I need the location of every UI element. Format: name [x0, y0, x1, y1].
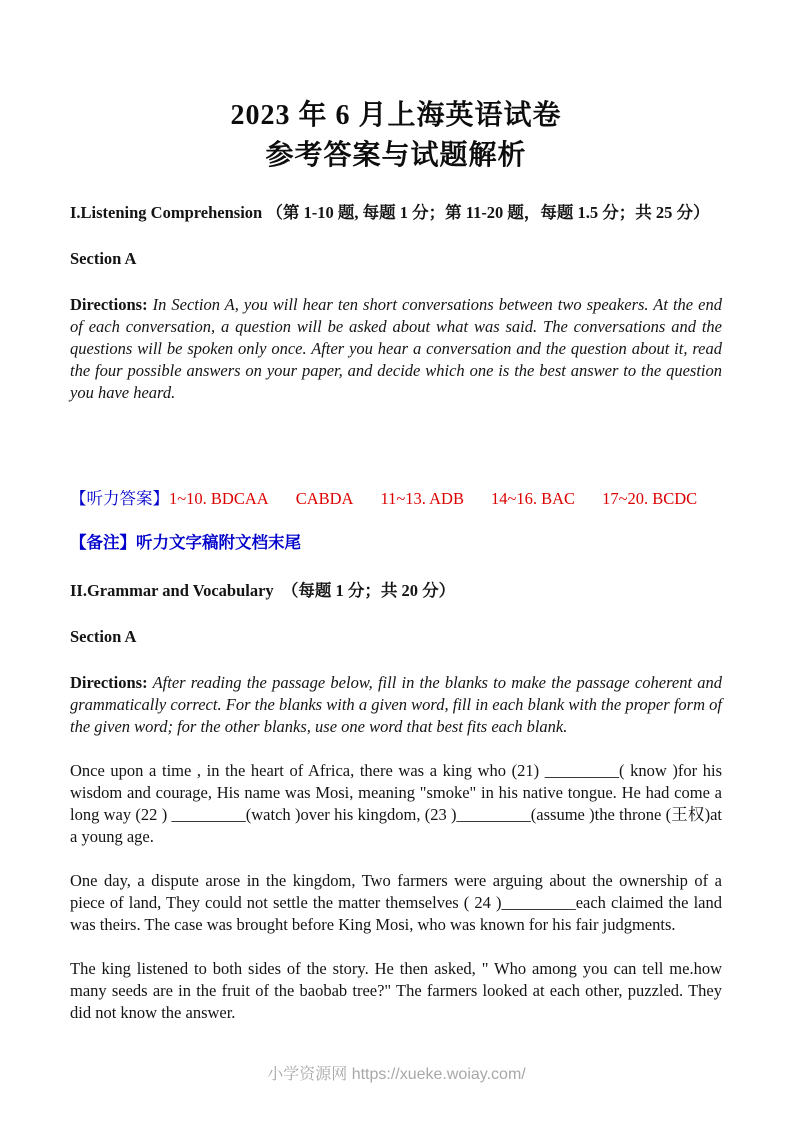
answer-key-label: 【听力答案】 — [70, 489, 169, 508]
listening-note: 【备注】听力文字稿附文档末尾 — [70, 533, 301, 552]
answer-group: CABDA — [295, 489, 354, 508]
passage-paragraph-1: Once upon a time , in the heart of Africa, there was a king who (21) _________( know )for his wisdom and courage, His name was Mosi, meaning "smoke" in his native tongue. He had come a long way (22 ) _________(watch )over his kingdom, (23 )_________(assume )the throne (王权)at a young age. — [70, 761, 722, 846]
grammar-section-heading: II.Grammar and Vocabulary （每题 1 分；共 20 分） — [70, 581, 456, 600]
directions-text: After reading the passage below, fill in the blanks to make the passage coherent and grammatically correct. For the blanks with a given word, fill in each blank with the proper form of the given word; for the other blanks, use one word that best fits each blank. — [70, 673, 722, 736]
listening-directions — [70, 294, 722, 404]
passage-paragraph-2: One day, a dispute arose in the kingdom, Two farmers were arguing about the ownership of a piece of land, They could not settle the matter themselves ( 24 )_________each claimed the land was theirs. The case was brought before King Mosi, who was known for his fair judgments. — [70, 871, 722, 934]
listening-answer-key-line — [70, 488, 722, 510]
listening-section-a-label: Section A — [70, 249, 137, 268]
answer-group: 14~16. BAC — [490, 489, 576, 508]
grammar-directions — [70, 672, 722, 738]
listening-section-heading: I.Listening Comprehension （第 1-10 题, 每题 1 分；第 11-20 题，每题 1.5 分；共 25 分） — [70, 203, 710, 222]
passage-paragraph-3: The king listened to both sides of the story. He then asked, " Who among you can tell me.how many seeds are in the fruit of the baobab tree?" The farmers looked at each other, puzzled. They did not know the answer. — [70, 959, 722, 1022]
doc-title-line1: 2023 年 6 月上海英语试卷 — [230, 100, 562, 131]
grammar-section-a-label: Section A — [70, 627, 137, 646]
directions-label: Directions: — [70, 673, 148, 692]
footer-watermark: 小学资源网 https://xueke.woiay.com/ — [267, 1066, 526, 1083]
answer-group: 11~13. ADB — [380, 489, 464, 508]
directions-text: In Section A, you will hear ten short conversations between two speakers. At the end of each conversation, a question will be asked about what was said. The conversations and the questions will be spoken only once. After you hear a conversation and the question about it, read the four possible answers on your paper, and decide which one is the best answer to the question you have heard. — [70, 295, 722, 402]
doc-title-line2: 参考答案与试题解析 — [265, 140, 527, 171]
answer-group: 1~10. BDCAA — [169, 489, 269, 508]
directions-label: Directions: — [70, 295, 148, 314]
answer-group: 17~20. BCDC — [602, 489, 698, 508]
